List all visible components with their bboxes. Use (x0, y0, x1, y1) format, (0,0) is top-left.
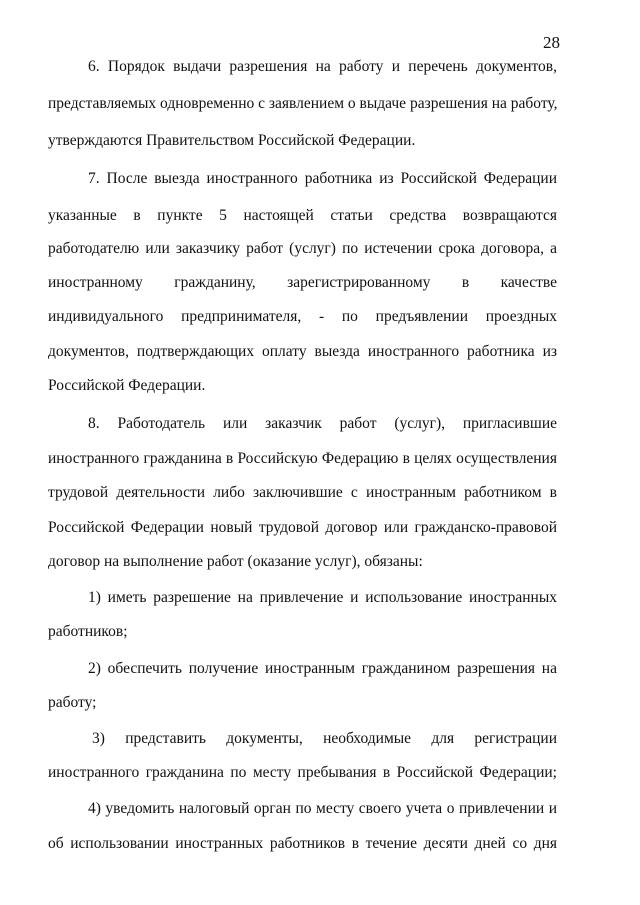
text-line: работу; (48, 694, 97, 711)
text-line: 1) иметь разрешение на привлечение и использование иностранных (88, 589, 557, 606)
text-line: иностранного гражданина по месту пребывания в Российской Федерации; (48, 764, 557, 781)
text-line: 4) уведомить налоговый орган по месту своего учета о привлечении и (88, 800, 557, 817)
page-number: 28 (543, 33, 560, 52)
text-line: индивидуального предпринимателя, - по предъявлении проездных (48, 308, 557, 325)
text-line: трудовой деятельности либо заключившие с иностранным работником в (48, 484, 557, 501)
text-line: Российской Федерации новый трудовой договор или гражданско-правовой (48, 519, 557, 536)
text-line: об использовании иностранных работников в течение десяти дней со дня (48, 835, 557, 852)
text-line: 7. После выезда иностранного работника из Российской Федерации (88, 170, 557, 187)
text-line: утверждаются Правительством Российской Федерации. (48, 132, 416, 149)
text-line: работодателю или заказчику работ (услуг) по истечении срока договора, а (48, 240, 557, 257)
text-line: 2) обеспечить получение иностранным гражданином разрешения на (88, 660, 557, 677)
text-line: Российской Федерации. (48, 377, 206, 394)
text-line: иностранному гражданину, зарегистрированному в качестве (48, 274, 557, 291)
text-line: 3) представить документы, необходимые для регистрации (92, 730, 557, 747)
text-line: иностранного гражданина в Российскую Федерацию в целях осуществления (48, 450, 557, 467)
text-line: документов, подтверждающих оплату выезда иностранного работника из (48, 343, 557, 360)
text-line: представляемых одновременно с заявлением о выдаче разрешения на работу, (48, 95, 558, 112)
text-line: договор на выполнение работ (оказание услуг), обязаны: (48, 553, 423, 570)
text-line: 8. Работодатель или заказчик работ (услуг), пригласившие (88, 415, 557, 432)
text-line: указанные в пункте 5 настоящей статьи средства возвращаются (48, 207, 557, 224)
text-line: 6. Порядок выдачи разрешения на работу и перечень документов, (88, 58, 557, 75)
text-line: работников; (48, 623, 128, 640)
